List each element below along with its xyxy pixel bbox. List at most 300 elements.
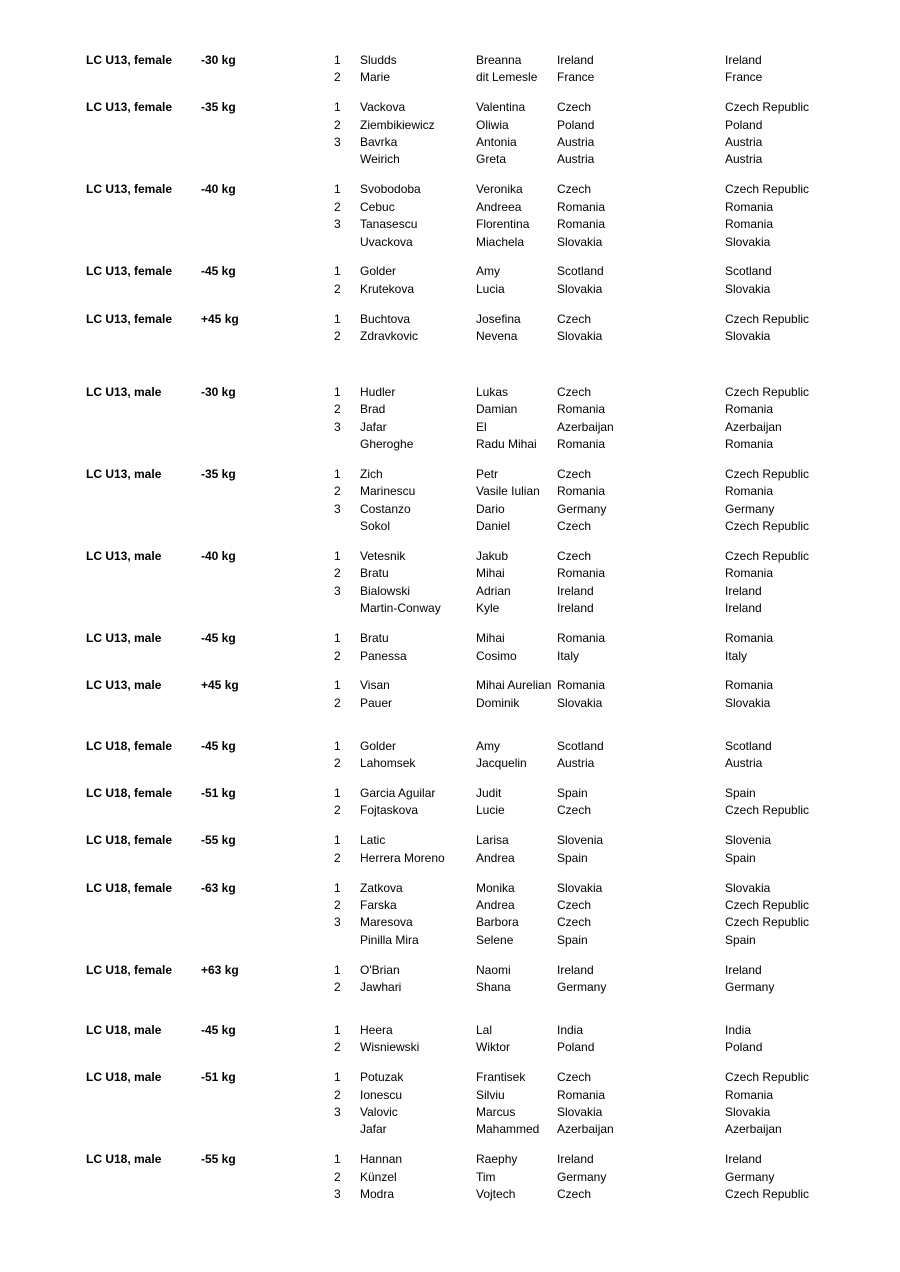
result-row bbox=[0, 263, 900, 280]
weight-class-group bbox=[0, 1151, 900, 1203]
surname-value: Heera bbox=[360, 1022, 393, 1037]
result-row bbox=[0, 401, 900, 418]
nation-value: Czech Republic bbox=[725, 100, 810, 115]
first-name-value: Mihai bbox=[476, 566, 505, 581]
country-value: Romania bbox=[557, 217, 606, 232]
nation-value: Poland bbox=[725, 1040, 763, 1055]
rank-value: 2 bbox=[334, 1040, 341, 1055]
nation-value: Ireland bbox=[725, 583, 762, 598]
nation-value: Romania bbox=[725, 217, 774, 232]
rank-value: 1 bbox=[334, 549, 341, 564]
weight-class-label: -45 kg bbox=[201, 264, 236, 279]
nation-value: Romania bbox=[725, 1087, 774, 1102]
country-value: Romania bbox=[557, 484, 606, 499]
surname-value: Krutekova bbox=[360, 281, 415, 296]
first-name-value: Andrea bbox=[476, 897, 515, 912]
surname-value: Jawhari bbox=[360, 980, 402, 995]
rank-value: 2 bbox=[334, 199, 341, 214]
country-value: Slovenia bbox=[557, 833, 604, 848]
country-value: Austria bbox=[557, 756, 595, 771]
nation-value: Czech Republic bbox=[725, 1187, 810, 1202]
category-label: LC U18, female bbox=[86, 786, 173, 800]
rank-value: 1 bbox=[334, 264, 341, 279]
first-name-value: El bbox=[476, 419, 487, 434]
nation-value: Czech Republic bbox=[725, 182, 810, 197]
country-value: Slovakia bbox=[557, 281, 603, 296]
rank-value: 3 bbox=[334, 1104, 341, 1119]
first-name-value: Tim bbox=[476, 1169, 496, 1184]
rank-value: 3 bbox=[334, 501, 341, 516]
first-name-value: Josefina bbox=[476, 311, 521, 326]
surname-value: Marie bbox=[360, 70, 391, 85]
country-value: Czech bbox=[557, 519, 592, 534]
result-row bbox=[0, 501, 900, 518]
surname-value: Farska bbox=[360, 897, 397, 912]
country-value: Romania bbox=[557, 631, 606, 646]
first-name-value: Adrian bbox=[476, 583, 511, 598]
rank-value: 2 bbox=[334, 70, 341, 85]
nation-value: Spain bbox=[725, 786, 756, 800]
result-row bbox=[0, 802, 900, 819]
first-name-value: Judit bbox=[476, 786, 502, 800]
nation-value: Ireland bbox=[725, 962, 762, 977]
weight-class-group bbox=[0, 630, 900, 665]
weight-class-group bbox=[0, 384, 900, 454]
country-value: Spain bbox=[557, 786, 588, 800]
surname-value: Brad bbox=[360, 402, 386, 417]
surname-value: Golder bbox=[360, 264, 397, 279]
rank-value: 1 bbox=[334, 467, 341, 482]
nation-value: Czech Republic bbox=[725, 311, 810, 326]
nation-value: Germany bbox=[725, 1169, 775, 1184]
weight-class-group bbox=[0, 962, 900, 997]
weight-class-group bbox=[0, 311, 900, 346]
result-row bbox=[0, 1151, 900, 1168]
rank-value: 3 bbox=[334, 1187, 341, 1202]
surname-value: Svobodoba bbox=[360, 182, 421, 197]
weight-class-group bbox=[0, 832, 900, 867]
rank-value: 1 bbox=[334, 631, 341, 646]
result-row bbox=[0, 1169, 900, 1186]
country-value: Czech bbox=[557, 1070, 592, 1085]
country-value: Germany bbox=[557, 1169, 607, 1184]
result-row bbox=[0, 281, 900, 298]
first-name-value: Naomi bbox=[476, 962, 511, 977]
weight-class-group bbox=[0, 785, 900, 820]
weight-class-label: -51 kg bbox=[201, 1070, 236, 1085]
nation-value: Czech Republic bbox=[725, 467, 810, 482]
weight-class-label: -55 kg bbox=[201, 1152, 236, 1167]
first-name-value: Vasile Iulian bbox=[476, 484, 540, 499]
first-name-value: Vojtech bbox=[476, 1187, 516, 1202]
country-value: Romania bbox=[557, 402, 606, 417]
first-name-value: Kyle bbox=[476, 601, 500, 616]
rank-value: 2 bbox=[334, 1169, 341, 1184]
country-value: Czech bbox=[557, 311, 592, 326]
result-row bbox=[0, 384, 900, 401]
rank-value: 1 bbox=[334, 1070, 341, 1085]
result-row bbox=[0, 216, 900, 233]
country-value: Ireland bbox=[557, 53, 594, 67]
country-value: Spain bbox=[557, 932, 588, 947]
result-row bbox=[0, 234, 900, 251]
weight-class-group bbox=[0, 738, 900, 773]
first-name-value: Larisa bbox=[476, 833, 509, 848]
weight-class-group bbox=[0, 1022, 900, 1057]
first-name-value: Amy bbox=[476, 264, 500, 279]
rank-value: 3 bbox=[334, 915, 341, 930]
surname-value: Tanasescu bbox=[360, 217, 418, 232]
first-name-value: Jacquelin bbox=[476, 756, 527, 771]
rank-value: 1 bbox=[334, 182, 341, 197]
result-row bbox=[0, 548, 900, 565]
weight-class-label: -63 kg bbox=[201, 880, 236, 895]
result-row bbox=[0, 832, 900, 849]
surname-value: Modra bbox=[360, 1187, 395, 1202]
nation-value: Azerbaijan bbox=[725, 1122, 782, 1137]
surname-value: Garcia Aguilar bbox=[360, 786, 436, 800]
country-value: Ireland bbox=[557, 962, 594, 977]
result-row bbox=[0, 483, 900, 500]
first-name-value: Marcus bbox=[476, 1104, 516, 1119]
country-value: India bbox=[557, 1022, 584, 1037]
country-value: Czech bbox=[557, 1187, 592, 1202]
nation-value: Poland bbox=[725, 117, 763, 132]
nation-value: Romania bbox=[725, 437, 774, 452]
nation-value: Romania bbox=[725, 484, 774, 499]
surname-value: Uvackova bbox=[360, 234, 413, 249]
result-row bbox=[0, 117, 900, 134]
result-row bbox=[0, 1087, 900, 1104]
category-label: LC U13, male bbox=[86, 467, 162, 482]
nation-value: Romania bbox=[725, 631, 774, 646]
country-value: Austria bbox=[557, 152, 595, 167]
surname-value: Visan bbox=[360, 678, 390, 693]
surname-value: Buchtova bbox=[360, 311, 411, 326]
rank-value: 1 bbox=[334, 311, 341, 326]
country-value: France bbox=[557, 70, 595, 85]
surname-value: Pauer bbox=[360, 695, 393, 710]
first-name-value: Andreea bbox=[476, 199, 522, 214]
rank-value: 2 bbox=[334, 281, 341, 296]
category-label: LC U13, male bbox=[86, 678, 162, 693]
country-value: Czech bbox=[557, 182, 592, 197]
rank-value: 1 bbox=[334, 962, 341, 977]
surname-value: Cebuc bbox=[360, 199, 395, 214]
weight-class-group bbox=[0, 99, 900, 169]
country-value: Germany bbox=[557, 980, 607, 995]
nation-value: Scotland bbox=[725, 264, 772, 279]
category-label: LC U18, male bbox=[86, 1152, 162, 1167]
surname-value: Hudler bbox=[360, 384, 396, 399]
nation-value: Ireland bbox=[725, 1152, 762, 1167]
surname-value: Gheroghe bbox=[360, 437, 414, 452]
result-row bbox=[0, 755, 900, 772]
surname-value: Sludds bbox=[360, 53, 397, 67]
surname-value: Valovic bbox=[360, 1104, 398, 1119]
nation-value: France bbox=[725, 70, 763, 85]
result-row bbox=[0, 419, 900, 436]
first-name-value: Damian bbox=[476, 402, 518, 417]
nation-value: Slovakia bbox=[725, 329, 771, 344]
country-value: Poland bbox=[557, 1040, 595, 1055]
rank-value: 3 bbox=[334, 419, 341, 434]
result-row bbox=[0, 1039, 900, 1056]
surname-value: Wisniewski bbox=[360, 1040, 420, 1055]
rank-value: 1 bbox=[334, 1022, 341, 1037]
first-name-value: Valentina bbox=[476, 100, 526, 115]
result-row bbox=[0, 914, 900, 931]
nation-value: Czech Republic bbox=[725, 1070, 810, 1085]
surname-value: Zich bbox=[360, 467, 383, 482]
result-row bbox=[0, 311, 900, 328]
weight-class-label: +45 kg bbox=[201, 311, 239, 326]
surname-value: Ziembikiewicz bbox=[360, 117, 435, 132]
country-value: Slovakia bbox=[557, 329, 603, 344]
category-label: LC U18, male bbox=[86, 1022, 162, 1037]
nation-value: Slovakia bbox=[725, 1104, 771, 1119]
first-name-value: Oliwia bbox=[476, 117, 509, 132]
surname-value: Lahomsek bbox=[360, 756, 416, 771]
rank-value: 2 bbox=[334, 648, 341, 663]
nation-value: Azerbaijan bbox=[725, 419, 782, 434]
country-value: Spain bbox=[557, 850, 588, 865]
nation-value: Germany bbox=[725, 980, 775, 995]
first-name-value: Frantisek bbox=[476, 1070, 526, 1085]
nation-value: Czech Republic bbox=[725, 549, 810, 564]
result-row bbox=[0, 565, 900, 582]
country-value: Slovakia bbox=[557, 1104, 603, 1119]
nation-value: Czech Republic bbox=[725, 915, 810, 930]
first-name-value: Dominik bbox=[476, 695, 520, 710]
surname-value: Künzel bbox=[360, 1169, 397, 1184]
rank-value: 2 bbox=[334, 980, 341, 995]
result-row bbox=[0, 199, 900, 216]
country-value: Slovakia bbox=[557, 880, 603, 895]
category-label: LC U13, female bbox=[86, 53, 173, 67]
surname-value: Bavrka bbox=[360, 135, 398, 150]
weight-class-label: +63 kg bbox=[201, 962, 239, 977]
weight-class-group bbox=[0, 548, 900, 618]
first-name-value: Cosimo bbox=[476, 648, 517, 663]
weight-class-label: -51 kg bbox=[201, 786, 236, 800]
surname-value: Golder bbox=[360, 738, 397, 753]
nation-value: Slovakia bbox=[725, 281, 771, 296]
rank-value: 1 bbox=[334, 678, 341, 693]
category-label: LC U13, male bbox=[86, 549, 162, 564]
category-label: LC U13, female bbox=[86, 264, 173, 279]
result-row bbox=[0, 695, 900, 712]
result-row bbox=[0, 518, 900, 535]
rank-value: 1 bbox=[334, 738, 341, 753]
first-name-value: Jakub bbox=[476, 549, 509, 564]
category-label: LC U13, female bbox=[86, 182, 173, 197]
result-row bbox=[0, 1022, 900, 1039]
country-value: Czech bbox=[557, 549, 592, 564]
result-row bbox=[0, 151, 900, 168]
result-row bbox=[0, 979, 900, 996]
rank-value: 2 bbox=[334, 756, 341, 771]
first-name-value: Nevena bbox=[476, 329, 518, 344]
category-label: LC U13, female bbox=[86, 311, 173, 326]
weight-class-label: -30 kg bbox=[201, 384, 236, 399]
weight-class-label: -45 kg bbox=[201, 738, 236, 753]
nation-value: Spain bbox=[725, 932, 756, 947]
first-name-value: Lucie bbox=[476, 803, 505, 818]
result-row bbox=[0, 962, 900, 979]
result-row bbox=[0, 1104, 900, 1121]
nation-value: Germany bbox=[725, 501, 775, 516]
nation-value: Slovenia bbox=[725, 833, 772, 848]
nation-value: Italy bbox=[725, 648, 748, 663]
surname-value: Jafar bbox=[360, 1122, 387, 1137]
first-name-value: Mihai Aurelian bbox=[476, 678, 552, 693]
nation-value: Austria bbox=[725, 135, 763, 150]
result-row bbox=[0, 932, 900, 949]
result-row bbox=[0, 630, 900, 647]
rank-value: 2 bbox=[334, 695, 341, 710]
category-label: LC U13, female bbox=[86, 100, 173, 115]
surname-value: Zatkova bbox=[360, 880, 403, 895]
first-name-value: Florentina bbox=[476, 217, 530, 232]
category-label: LC U18, female bbox=[86, 962, 173, 977]
result-row bbox=[0, 69, 900, 86]
nation-value: Czech Republic bbox=[725, 897, 810, 912]
first-name-value: Miachela bbox=[476, 234, 525, 249]
rank-value: 2 bbox=[334, 1087, 341, 1102]
country-value: Romania bbox=[557, 678, 606, 693]
surname-value: Vackova bbox=[360, 100, 406, 115]
country-value: Ireland bbox=[557, 1152, 594, 1167]
result-row bbox=[0, 648, 900, 665]
result-row bbox=[0, 897, 900, 914]
country-value: Czech bbox=[557, 100, 592, 115]
first-name-value: Monika bbox=[476, 880, 515, 895]
surname-value: Vetesnik bbox=[360, 549, 406, 564]
country-value: Romania bbox=[557, 199, 606, 214]
nation-value: Czech Republic bbox=[725, 384, 810, 399]
country-value: Slovakia bbox=[557, 695, 603, 710]
first-name-value: dit Lemesle bbox=[476, 70, 538, 85]
surname-value: Panessa bbox=[360, 648, 407, 663]
nation-value: Romania bbox=[725, 199, 774, 214]
first-name-value: Daniel bbox=[476, 519, 511, 534]
result-row bbox=[0, 1186, 900, 1203]
rank-value: 2 bbox=[334, 803, 341, 818]
weight-class-group bbox=[0, 677, 900, 712]
surname-value: Bratu bbox=[360, 566, 389, 581]
rank-value: 3 bbox=[334, 135, 341, 150]
first-name-value: Breanna bbox=[476, 53, 522, 67]
category-label: LC U18, female bbox=[86, 738, 173, 753]
weight-class-group bbox=[0, 880, 900, 950]
result-row bbox=[0, 99, 900, 116]
country-value: Austria bbox=[557, 135, 595, 150]
result-row bbox=[0, 583, 900, 600]
result-row bbox=[0, 328, 900, 345]
first-name-value: Amy bbox=[476, 738, 500, 753]
country-value: Ireland bbox=[557, 601, 594, 616]
weight-class-label: -35 kg bbox=[201, 467, 236, 482]
result-row bbox=[0, 134, 900, 151]
nation-value: Slovakia bbox=[725, 234, 771, 249]
rank-value: 1 bbox=[334, 384, 341, 399]
surname-value: Fojtaskova bbox=[360, 803, 419, 818]
weight-class-group bbox=[0, 52, 900, 87]
nation-value: Slovakia bbox=[725, 880, 771, 895]
surname-value: Pinilla Mira bbox=[360, 932, 419, 947]
rank-value: 2 bbox=[334, 566, 341, 581]
result-row bbox=[0, 52, 900, 69]
surname-value: Zdravkovic bbox=[360, 329, 419, 344]
nation-value: Czech Republic bbox=[725, 519, 810, 534]
result-row bbox=[0, 850, 900, 867]
first-name-value: Dario bbox=[476, 501, 505, 516]
country-value: Czech bbox=[557, 915, 592, 930]
weight-class-group bbox=[0, 1069, 900, 1139]
result-row bbox=[0, 181, 900, 198]
result-row bbox=[0, 880, 900, 897]
nation-value: Scotland bbox=[725, 738, 772, 753]
rank-value: 2 bbox=[334, 484, 341, 499]
result-row bbox=[0, 785, 900, 802]
category-label: LC U13, male bbox=[86, 631, 162, 646]
rank-value: 3 bbox=[334, 583, 341, 598]
surname-value: Sokol bbox=[360, 519, 391, 534]
rank-value: 2 bbox=[334, 117, 341, 132]
first-name-value: Raephy bbox=[476, 1152, 518, 1167]
first-name-value: Petr bbox=[476, 467, 499, 482]
nation-value: Slovakia bbox=[725, 695, 771, 710]
category-label: LC U18, female bbox=[86, 833, 173, 848]
rank-value: 1 bbox=[334, 1152, 341, 1167]
country-value: Slovakia bbox=[557, 234, 603, 249]
weight-class-label: -35 kg bbox=[201, 100, 236, 115]
first-name-value: Selene bbox=[476, 932, 514, 947]
category-label: LC U13, male bbox=[86, 384, 162, 399]
first-name-value: Silviu bbox=[476, 1087, 505, 1102]
weight-class-label: -45 kg bbox=[201, 631, 236, 646]
first-name-value: Mahammed bbox=[476, 1122, 540, 1137]
country-value: Azerbaijan bbox=[557, 1122, 614, 1137]
first-name-value: Antonia bbox=[476, 135, 517, 150]
country-value: Czech bbox=[557, 803, 592, 818]
country-value: Poland bbox=[557, 117, 595, 132]
result-row bbox=[0, 1121, 900, 1138]
first-name-value: Veronika bbox=[476, 182, 523, 197]
surname-value: Potuzak bbox=[360, 1070, 404, 1085]
result-row bbox=[0, 738, 900, 755]
first-name-value: Andrea bbox=[476, 850, 515, 865]
result-row bbox=[0, 600, 900, 617]
nation-value: Ireland bbox=[725, 53, 762, 67]
weight-class-label: +45 kg bbox=[201, 678, 239, 693]
weight-class-group bbox=[0, 466, 900, 536]
nation-value: Ireland bbox=[725, 601, 762, 616]
country-value: Germany bbox=[557, 501, 607, 516]
country-value: Czech bbox=[557, 467, 592, 482]
country-value: Scotland bbox=[557, 264, 604, 279]
country-value: Italy bbox=[557, 648, 580, 663]
nation-value: Austria bbox=[725, 756, 763, 771]
rank-value: 2 bbox=[334, 402, 341, 417]
first-name-value: Mihai bbox=[476, 631, 505, 646]
surname-value: Martin-Conway bbox=[360, 601, 441, 616]
nation-value: India bbox=[725, 1022, 752, 1037]
weight-class-label: -40 kg bbox=[201, 549, 236, 564]
nation-value: Romania bbox=[725, 566, 774, 581]
surname-value: Hannan bbox=[360, 1152, 403, 1167]
